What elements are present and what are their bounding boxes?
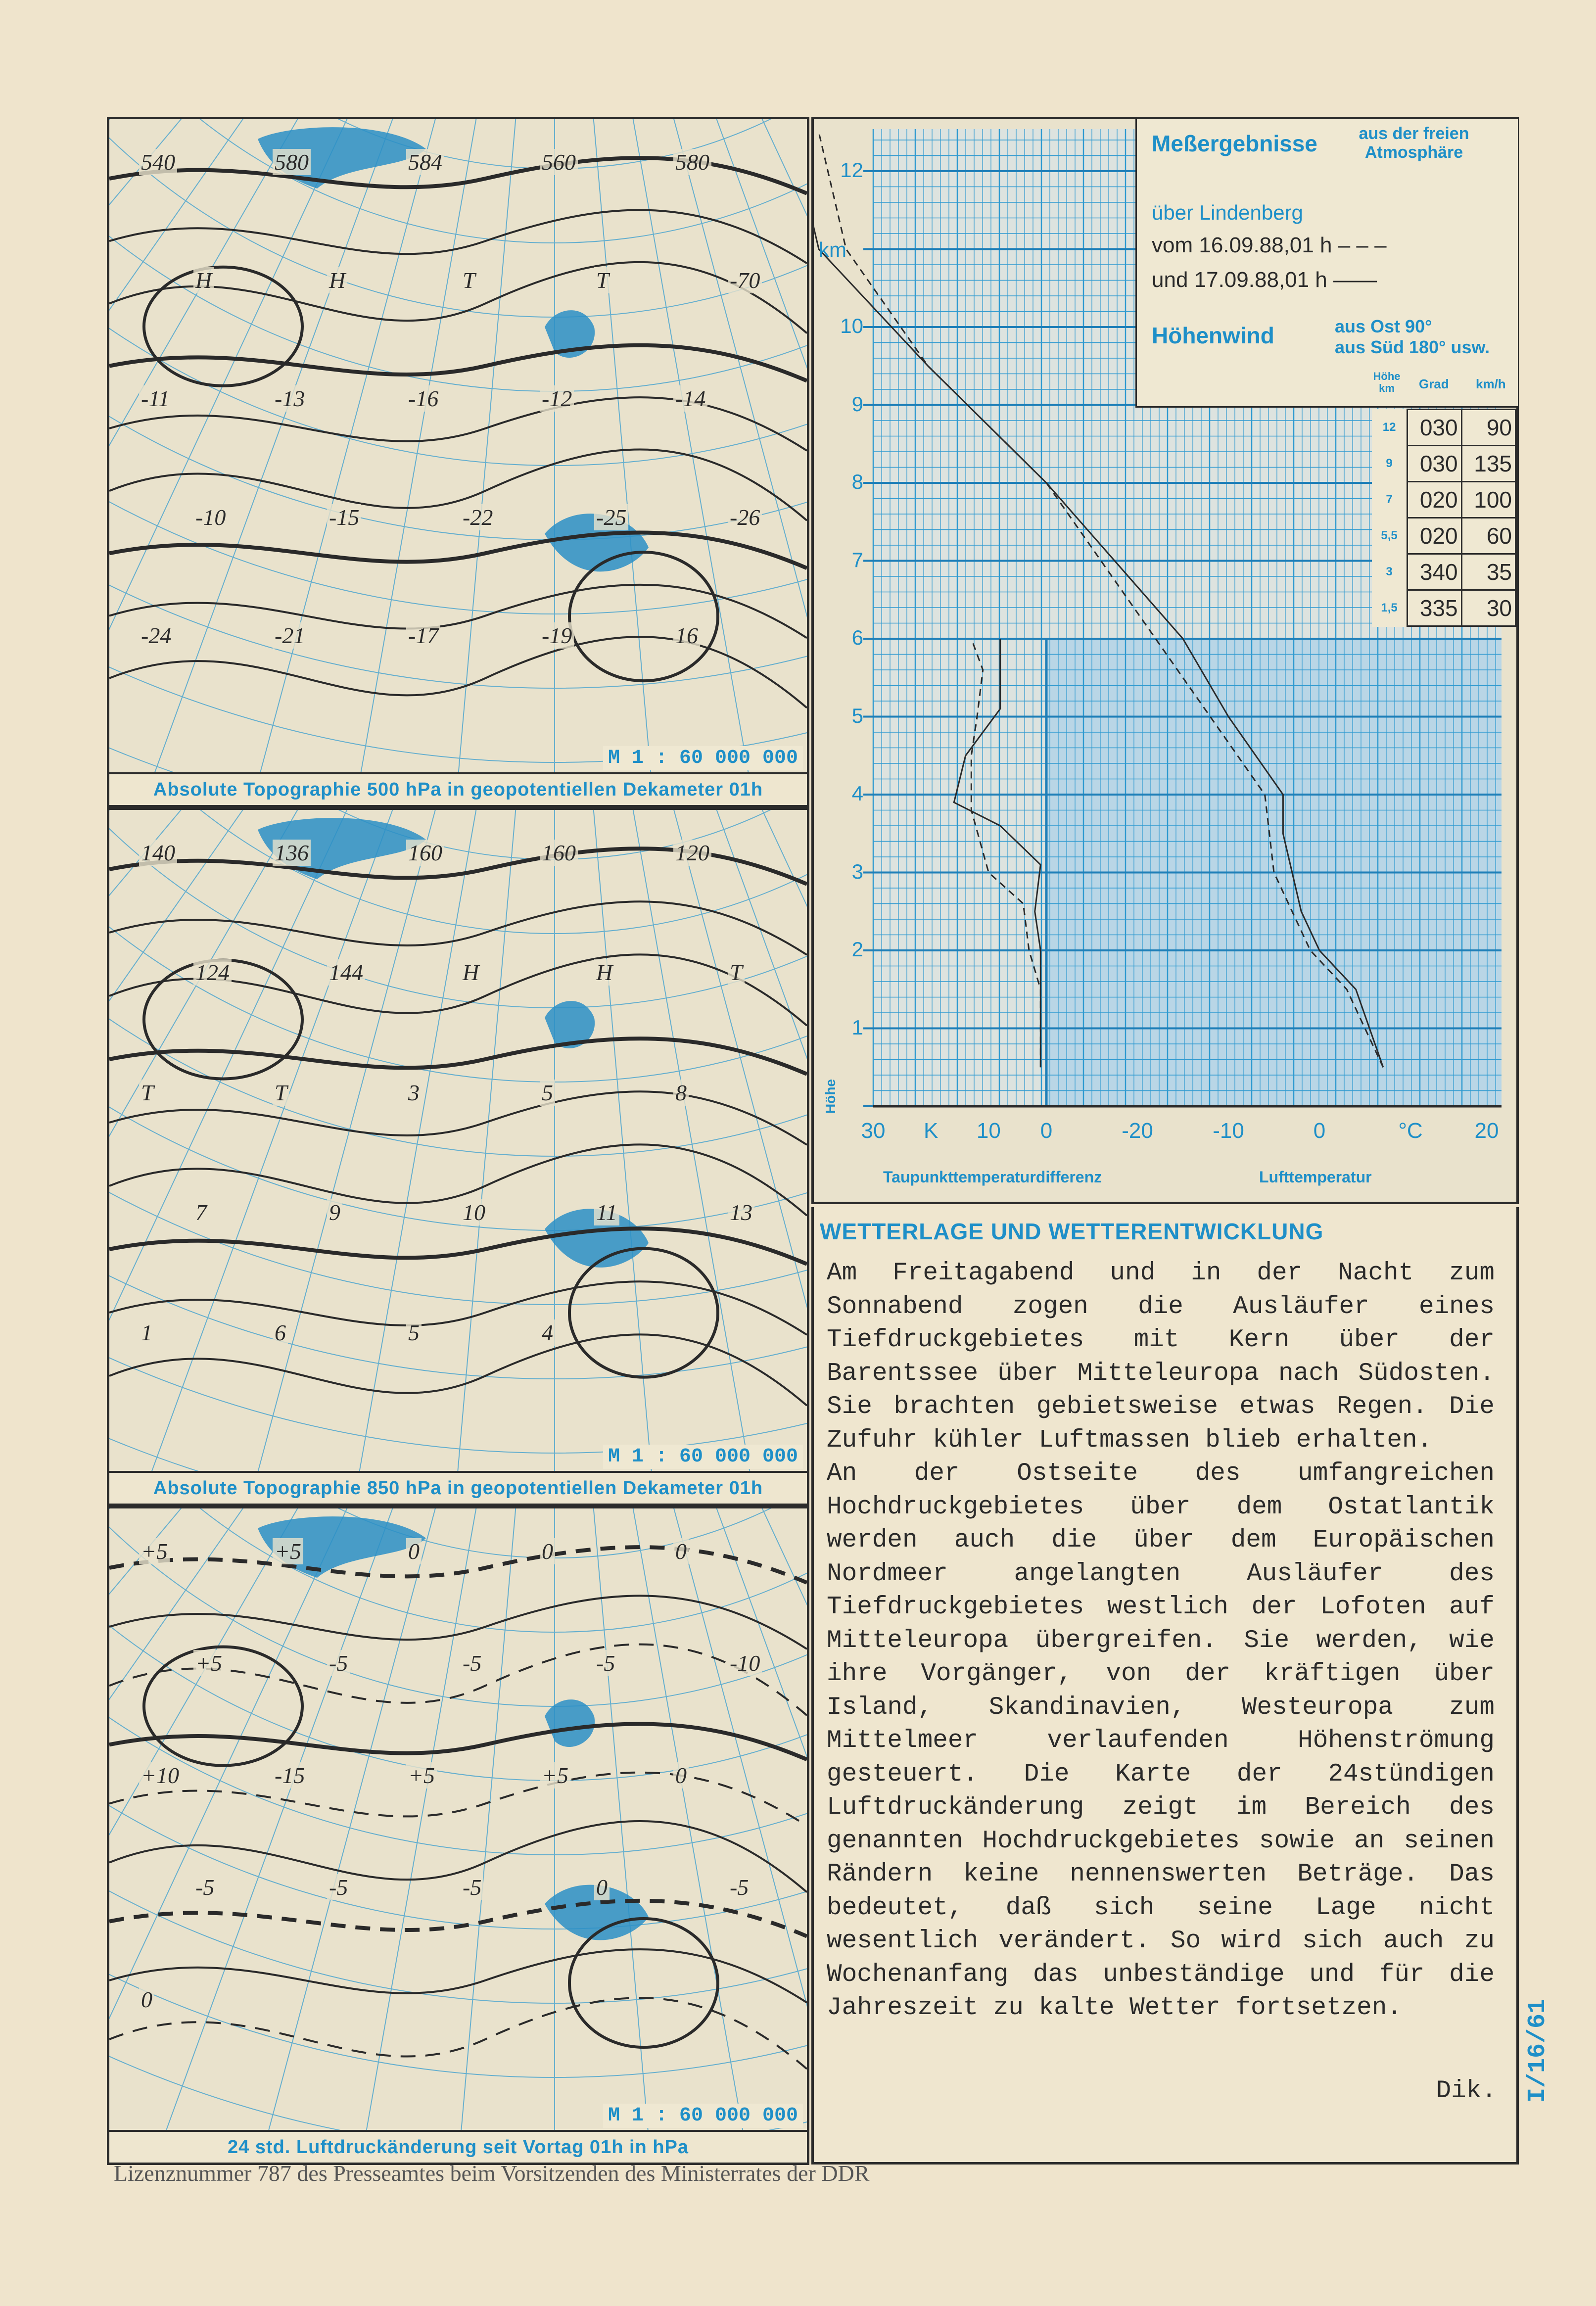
map-isoline-label: 5: [406, 1319, 422, 1346]
map-isoline-label: 7: [193, 1199, 209, 1225]
height-tick-label: 3: [851, 859, 863, 883]
meridian: [109, 1508, 555, 2163]
map-isoline-label: 120: [673, 840, 711, 866]
map-isoline-label: 0: [673, 1762, 689, 1788]
map-isoline-label: 0: [594, 1874, 610, 1900]
wind-height: 12: [1372, 410, 1408, 446]
map-isoline-label: -13: [273, 385, 307, 412]
height-tick-label: 7: [851, 548, 863, 571]
meridian: [555, 810, 807, 1504]
dew-tick-label: 0: [1040, 1119, 1053, 1143]
dew-tick-label: K: [923, 1119, 939, 1143]
sounding-date-to: [1152, 268, 1377, 292]
wind-speed: 135: [1461, 446, 1515, 482]
height-axis-label: Höhe: [823, 1079, 838, 1114]
isoline: [109, 1773, 807, 1826]
wind-speed: 90: [1461, 410, 1515, 446]
meridian: [555, 810, 807, 1484]
map-caption: Absolute Topographie 850 hPa in geopotentiellen Dekameter 01h: [109, 1471, 807, 1504]
meridian: [555, 119, 807, 805]
map-isoline-label: -5: [594, 1650, 617, 1676]
map-isoline-label: +5: [406, 1762, 437, 1788]
wind-speed: 100: [1461, 482, 1515, 518]
meridian: [109, 1508, 555, 2081]
map-isoline-label: -15: [273, 1762, 307, 1788]
map-isoline-label: +5: [273, 1538, 303, 1564]
map-isoline-label: -19: [540, 622, 574, 649]
high-pressure-isoline: [144, 267, 302, 386]
map-isoline-label: -5: [461, 1650, 483, 1676]
map-500hpa-drawing: [109, 119, 807, 805]
meridian: [109, 119, 555, 805]
map-isoline-label: 6: [273, 1319, 288, 1346]
meridian: [555, 1508, 807, 2163]
weather-signature: Dik.: [1436, 2077, 1497, 2105]
meridian: [555, 119, 807, 805]
meridian: [109, 1508, 555, 2163]
meridian: [555, 810, 693, 1504]
meridian: [555, 810, 807, 1504]
dew-axis-title: Taupunkttemperaturdifferenz: [883, 1168, 1102, 1186]
map-isoline-label: -10: [728, 1650, 762, 1676]
map-pressure-change-drawing: [109, 1508, 807, 2163]
map-isoline-label: +5: [139, 1538, 170, 1564]
map-isoline-label: 136: [273, 840, 311, 866]
sounding-header: [1135, 119, 1518, 408]
sounding-diagram: [811, 117, 1519, 1204]
map-isoline-label: 160: [406, 840, 444, 866]
temp-tick-label: -10: [1213, 1119, 1244, 1143]
map-scale: M 1 : 60 000 000: [603, 746, 803, 770]
map-isoline-label: 580: [273, 149, 311, 175]
date-from-text: vom 16.09.88,01 h: [1152, 233, 1332, 257]
map-isoline-label: +10: [139, 1762, 181, 1788]
map-isoline-label: 560: [540, 149, 578, 175]
height-tick-label: 9: [851, 392, 863, 416]
map-isoline-label: 16: [673, 622, 700, 649]
meridian: [109, 1508, 555, 2163]
height-tick-label: 8: [851, 470, 863, 493]
isoline: [109, 1038, 807, 1074]
wind-row: [1372, 410, 1516, 446]
meridian: [555, 810, 807, 1504]
map-scale: M 1 : 60 000 000: [603, 1445, 803, 1469]
map-isoline-label: 0: [139, 1986, 154, 2013]
parallel: [109, 1508, 807, 2163]
meridian: [109, 810, 555, 1504]
isoline: [109, 210, 807, 263]
height-tick-label: 2: [851, 938, 863, 961]
meridian: [109, 119, 555, 805]
meridian: [555, 119, 807, 805]
meridian: [109, 810, 555, 1504]
wind-height: 5,5: [1372, 518, 1408, 554]
wind-speed: 30: [1461, 590, 1515, 626]
meridian: [109, 119, 555, 794]
map-isoline-label: -5: [728, 1874, 751, 1900]
meridian: [109, 1508, 555, 2163]
wind-table: [1372, 409, 1516, 627]
map-isoline-label: T: [594, 267, 611, 293]
meridian: [555, 119, 807, 805]
map-isoline-label: -5: [327, 1874, 350, 1900]
meridian: [555, 810, 807, 1504]
meridian: [555, 119, 807, 805]
col-deg-label: Grad: [1419, 376, 1449, 391]
wind-speed: 60: [1461, 518, 1515, 554]
map-850hpa-drawing: [109, 810, 807, 1504]
sounding-title: Meßergebnisse: [1152, 131, 1317, 156]
isoline: [109, 637, 807, 708]
map-isoline-label: -10: [193, 504, 228, 530]
isoline: [109, 1901, 807, 1936]
map-isoline-label: -22: [461, 504, 495, 530]
map-scale: M 1 : 60 000 000: [603, 2104, 803, 2128]
wind-row: [1372, 518, 1516, 554]
map-isoline-label: -21: [273, 622, 307, 649]
wind-note-2: aus Süd 180° usw.: [1335, 337, 1490, 357]
map-isoline-label: -70: [728, 267, 762, 293]
map-isoline-label: H: [327, 267, 347, 293]
parallel: [109, 119, 807, 762]
map-pressure-change: [107, 1506, 809, 2165]
map-isoline-label: H: [594, 959, 614, 986]
meridian: [417, 1508, 555, 2163]
temp-tick-label: 0: [1313, 1119, 1326, 1143]
isoline: [109, 1547, 807, 1583]
map-isoline-label: 160: [540, 840, 578, 866]
parallel: [109, 810, 807, 1453]
height-tick-label: 5: [851, 704, 863, 727]
map-isoline-label: -5: [461, 1874, 483, 1900]
meridian: [417, 810, 555, 1504]
height-tick-label: 6: [851, 626, 863, 649]
license-footer: Lizenznummer 787 des Presseamtes beim Vorsitzenden des Ministerrates der DDR: [114, 2161, 870, 2186]
meridian: [109, 119, 555, 692]
map-isoline-label: 0: [673, 1538, 689, 1564]
meridian: [145, 119, 555, 805]
map-isoline-label: +5: [193, 1650, 224, 1676]
meridian: [109, 810, 555, 1504]
weather-text-panel: [811, 1207, 1519, 2165]
isoline: [109, 1091, 807, 1145]
isoline: [109, 1949, 807, 2003]
weather-title: WETTERLAGE UND WETTERENTWICKLUNG: [820, 1219, 1324, 1244]
wind-height: 3: [1372, 554, 1408, 590]
meridian: [280, 119, 555, 805]
meridian: [109, 119, 555, 805]
isoline: [109, 1281, 807, 1335]
map-isoline-label: 540: [139, 149, 177, 175]
map-isoline-label: H: [461, 959, 481, 986]
height-tick-label: 10: [840, 314, 863, 337]
map-isoline-label: -25: [594, 504, 628, 530]
map-isoline-label: -5: [193, 1874, 216, 1900]
map-isoline-label: -5: [327, 1650, 350, 1676]
map-isoline-label: -12: [540, 385, 574, 412]
meridian: [280, 810, 555, 1504]
wind-height: 9: [1372, 446, 1408, 482]
map-isoline-label: H: [193, 267, 214, 293]
map-isoline-label: 11: [594, 1199, 619, 1225]
col-height-label: Höhe km: [1373, 370, 1401, 394]
map-isoline-label: 8: [673, 1080, 689, 1106]
map-isoline-label: -17: [406, 622, 440, 649]
map-isoline-label: -15: [327, 504, 361, 530]
wind-direction: 020: [1408, 482, 1461, 518]
map-isoline-label: -26: [728, 504, 762, 530]
wind-row: [1372, 482, 1516, 518]
map-isoline-label: 4: [540, 1319, 555, 1346]
temp-axis-title: Lufttemperatur: [1259, 1168, 1372, 1186]
isoline: [109, 262, 807, 333]
map-850hpa: [107, 807, 809, 1506]
meridian: [109, 1508, 555, 2163]
low-pressure-isoline: [569, 1919, 718, 2047]
wind-direction: 020: [1408, 518, 1461, 554]
map-isoline-label: T: [139, 1080, 156, 1106]
solid-legend: ——: [1333, 268, 1377, 292]
wind-height: 1,5: [1372, 590, 1408, 626]
wind-direction: 030: [1408, 446, 1461, 482]
height-tick-label: 12: [840, 158, 863, 182]
map-isoline-label: 9: [327, 1199, 342, 1225]
map-isoline-label: 0: [406, 1538, 422, 1564]
isoline: [109, 1596, 807, 1649]
low-pressure-isoline: [569, 552, 718, 681]
wind-height: 7: [1372, 482, 1408, 518]
isoline: [109, 1998, 807, 2069]
meridian: [109, 1508, 555, 2163]
height-tick-label: 4: [851, 782, 863, 805]
meridian: [555, 810, 807, 1504]
meridian: [555, 810, 807, 1504]
map-isoline-label: 0: [540, 1538, 555, 1564]
meridian: [555, 1508, 807, 2163]
map-isoline-label: 580: [673, 149, 711, 175]
meridian: [555, 1508, 807, 2163]
meridian: [555, 1508, 807, 2163]
map-isoline-label: +5: [540, 1762, 570, 1788]
date-to-text: und 17.09.88,01 h: [1152, 268, 1327, 292]
parallel: [109, 119, 807, 614]
isoline: [109, 1228, 807, 1264]
map-isoline-label: 1: [139, 1319, 154, 1346]
km-unit: km: [819, 238, 846, 261]
map-isoline-label: -14: [673, 385, 707, 412]
meridian: [145, 1508, 555, 2163]
wind-note-1: aus Ost 90°: [1335, 316, 1432, 336]
meridian: [109, 810, 555, 1504]
map-isoline-label: 3: [406, 1080, 422, 1106]
meridian: [280, 1508, 555, 2163]
temp-tick-label: -20: [1122, 1119, 1153, 1143]
parallel: [109, 810, 807, 1305]
wind-direction: 030: [1408, 410, 1461, 446]
isoline: [109, 345, 807, 381]
map-isoline-label: 124: [193, 959, 232, 986]
meridian: [555, 1508, 807, 2163]
map-isoline-label: -16: [406, 385, 440, 412]
map-isoline-label: 13: [728, 1199, 754, 1225]
meridian: [555, 119, 807, 805]
weather-body: Am Freitagabend und in der Nacht zum Sonnabend zogen die Ausläufer eines Tiefdruckgebietes mit Kern über der Barentssee über Mitteleuropa nach Südosten. Sie brachten gebietsweise etwas Regen. Die Zufuhr kühler Luftmassen blieb erhalten. An der Ostseite des umfangreichen Hochdruckgebietes über dem Ostatlantik werden auch die über dem Europäischen Nordmeer angelangten Ausläufer des Tiefdruckgebietes westlich der Lofoten auf Mitteleuropa übergreifen. Sie werden, wie ihre Vorgänger, von der kräftigen über Island, Skandinavien, Westeuropa zum Mittelmeer verlaufenden Höhenströmung gesteuert. Die Karte der 24stündigen Luftdruckänderung zeigt im Bereich des genannten Hochdruckgebietes sowie an seinen Rändern keine nennenswerten Beträge. Das bedeutet, daß sich seine Lage nicht wesentlich verändert. So wird sich auch zu Wochenanfang das unbeständige und für die Jahreszeit zu kalte Wetter fortsetzen.: [827, 1259, 1495, 2022]
sounding-location: über Lindenberg: [1152, 201, 1303, 224]
map-isoline-label: -24: [139, 622, 173, 649]
meridian: [145, 810, 555, 1504]
map-isoline-label: 5: [540, 1080, 555, 1106]
meridian: [109, 810, 555, 1382]
meridian: [555, 1508, 807, 2163]
wind-title: Höhenwind: [1152, 323, 1274, 348]
meridian: [109, 119, 555, 805]
sounding-title-note: aus der freien Atmosphäre: [1359, 124, 1469, 162]
isoline: [109, 1724, 807, 1760]
meridian: [555, 119, 807, 794]
map-500hpa: [107, 117, 809, 807]
sounding-date-from: [1152, 233, 1387, 258]
side-identifier: I/16/61: [1524, 1998, 1552, 2103]
dashed-legend: – – –: [1338, 233, 1387, 257]
meridian: [555, 1508, 807, 2163]
meridian: [109, 119, 555, 805]
dew-tick-label: 30: [861, 1119, 886, 1143]
parallel: [109, 1508, 807, 2003]
map-caption: Absolute Topographie 500 hPa in geopotentiellen Dekameter 01h: [109, 772, 807, 805]
wind-direction: 340: [1408, 554, 1461, 590]
map-caption: 24 std. Luftdruckänderung seit Vortag 01h in hPa: [109, 2130, 807, 2163]
map-isoline-label: 10: [461, 1199, 487, 1225]
height-tick-label: 1: [851, 1015, 863, 1039]
wind-row: [1372, 590, 1516, 626]
meridian: [109, 810, 555, 1504]
wind-row: [1372, 554, 1516, 590]
map-isoline-label: 140: [139, 840, 177, 866]
wind-direction: 335: [1408, 590, 1461, 626]
map-isoline-label: T: [273, 1080, 289, 1106]
meridian: [555, 810, 807, 1504]
wind-row: [1372, 446, 1516, 482]
map-isoline-label: 144: [327, 959, 365, 986]
map-isoline-label: T: [728, 959, 745, 986]
dew-tick-label: 10: [976, 1119, 1001, 1143]
meridian: [555, 1508, 693, 2163]
meridian: [555, 1508, 807, 2163]
low-pressure-isoline: [569, 1249, 718, 1377]
map-isoline-label: T: [461, 267, 477, 293]
col-speed-label: km/h: [1476, 376, 1506, 391]
temp-tick-label: 20: [1474, 1119, 1499, 1143]
meridian: [555, 119, 807, 805]
parallel: [109, 1508, 807, 1706]
wind-speed: 35: [1461, 554, 1515, 590]
isoline: [109, 1334, 807, 1406]
isoline: [109, 585, 807, 638]
temp-tick-label: °C: [1398, 1119, 1423, 1143]
map-isoline-label: -11: [139, 385, 172, 412]
map-isoline-label: 584: [406, 149, 444, 175]
